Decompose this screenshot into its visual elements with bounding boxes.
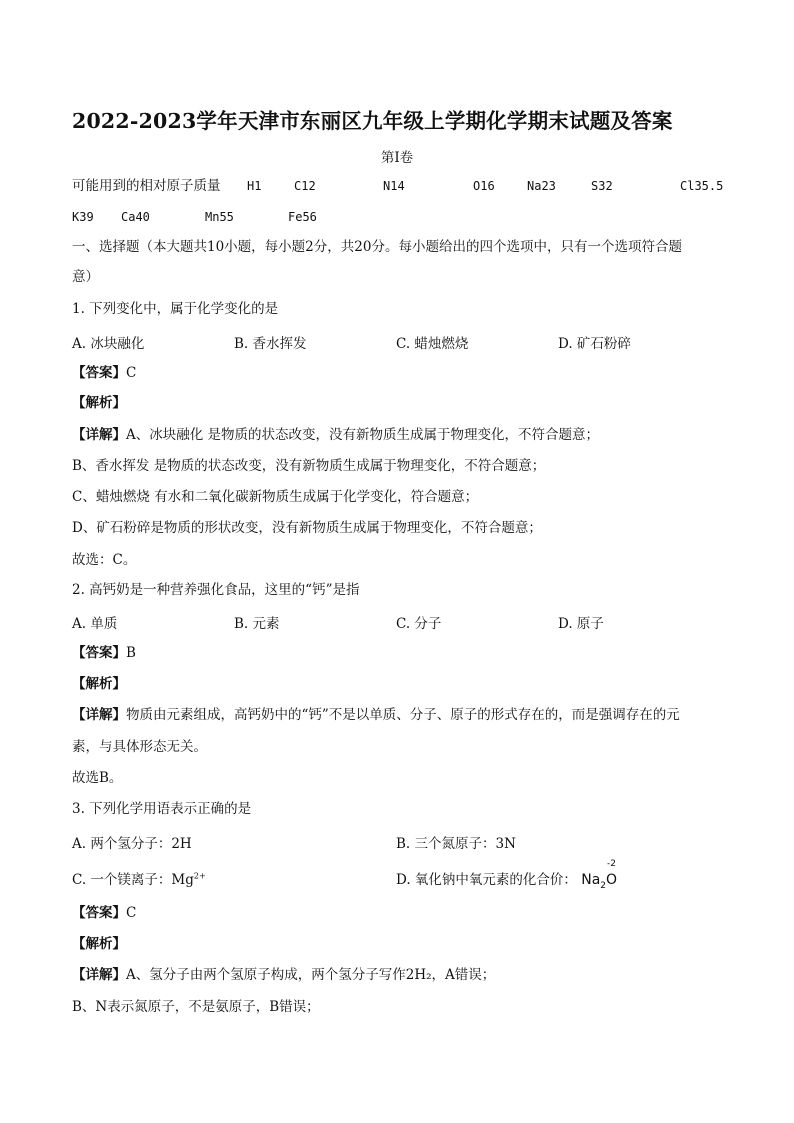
question-2-option-a: A. 单质 bbox=[72, 616, 118, 632]
atomic-mass-label: 可能用到的相对原子质量 bbox=[72, 178, 221, 194]
question-3-option-c bbox=[72, 868, 206, 888]
atomic-mass-na: Na23 bbox=[527, 179, 556, 193]
question-1-stem: 1. 下列变化中，属于化学变化的是 bbox=[72, 301, 279, 317]
question-1-detail-c: C、蜡烛燃烧 有水和二氧化碳新物质生成属于化学变化，符合题意； bbox=[72, 489, 479, 505]
question-2-detail bbox=[72, 706, 680, 724]
atomic-mass-h: H1 bbox=[247, 179, 262, 193]
atomic-mass-mn: Mn55 bbox=[205, 210, 234, 224]
question-1-analysis bbox=[72, 394, 126, 412]
atomic-mass-k: K39 bbox=[72, 210, 94, 224]
question-1-option-d: D. 矿石粉碎 bbox=[558, 336, 631, 352]
question-2-conclusion: 故选B。 bbox=[72, 770, 123, 786]
answer-value: C bbox=[126, 365, 137, 381]
question-3-answer bbox=[72, 904, 136, 922]
question-1-detail-d: D、矿石粉碎是物质的形状改变，没有新物质生成属于物理变化，不符合题意； bbox=[72, 520, 542, 536]
analysis-tag: 【解析】 bbox=[72, 395, 126, 411]
question-1-detail-b: B、香水挥发 是物质的状态改变，没有新物质生成属于物理变化，不符合题意； bbox=[72, 458, 546, 474]
question-3-detail-b: B、N表示氮原子，不是氨原子，B错误； bbox=[72, 999, 320, 1015]
detail-tag: 【详解】 bbox=[72, 427, 126, 443]
answer-value: B bbox=[126, 645, 136, 661]
sodium-oxide-formula: $Na_2$ -2 O bbox=[581, 859, 618, 891]
question-3-detail-a bbox=[72, 966, 495, 984]
atomic-mass-c: C12 bbox=[294, 179, 316, 193]
question-3-option-b: B. 三个氮原子：3N bbox=[396, 836, 516, 852]
question-2-stem: 2. 高钙奶是一种营养强化食品，这里的“钙”是指 bbox=[72, 582, 360, 598]
volume-label: 第Ⅰ卷 bbox=[380, 150, 414, 166]
question-2-answer bbox=[72, 644, 136, 662]
question-1-detail-a bbox=[72, 426, 599, 444]
detail-text: A、冰块融化 是物质的状态改变，没有新物质生成属于物理变化，不符合题意； bbox=[126, 427, 600, 443]
atomic-mass-ca: Ca40 bbox=[121, 210, 150, 224]
question-1-answer bbox=[72, 364, 136, 382]
question-2-analysis bbox=[72, 675, 126, 693]
atomic-mass-o: O16 bbox=[473, 179, 495, 193]
atomic-mass-fe: Fe56 bbox=[288, 210, 317, 224]
detail-tag: 【详解】 bbox=[72, 707, 126, 723]
question-3-option-d bbox=[396, 859, 618, 891]
option-c-charge: 2+ bbox=[193, 871, 206, 881]
question-1-option-b: B. 香水挥发 bbox=[234, 336, 307, 352]
atomic-mass-cl: Cl35.5 bbox=[680, 179, 724, 193]
answer-tag: 【答案】 bbox=[72, 365, 126, 381]
detail-text: A、氢分子由两个氢原子构成，两个氢分子写作2H₂，A错误； bbox=[126, 967, 496, 983]
question-3-analysis bbox=[72, 935, 126, 953]
analysis-tag: 【解析】 bbox=[72, 936, 126, 952]
option-c-text: C. 一个镁离子：Mg bbox=[72, 872, 194, 888]
answer-tag: 【答案】 bbox=[72, 905, 126, 921]
question-3-stem: 3. 下列化学用语表示正确的是 bbox=[72, 801, 252, 817]
answer-tag: 【答案】 bbox=[72, 645, 126, 661]
question-2-detail-cont: 素，与具体形态无关。 bbox=[72, 739, 207, 755]
option-d-text: D. 氧化钠中氧元素的化合价： bbox=[396, 872, 577, 888]
section-heading: 一、选择题（本大题共10小题，每小题2分，共20分。每小题给出的四个选项中，只有一个选项符合题 bbox=[72, 239, 682, 255]
atomic-mass-s: S32 bbox=[591, 179, 613, 193]
valence-mark: -2 bbox=[607, 859, 617, 869]
atomic-mass-n: N14 bbox=[383, 179, 405, 193]
question-1-option-c: C. 蜡烛燃烧 bbox=[396, 336, 469, 352]
section-heading-cont: 意） bbox=[72, 269, 99, 285]
detail-tag: 【详解】 bbox=[72, 967, 126, 983]
question-3-option-a: A. 两个氢分子：2H bbox=[72, 836, 192, 852]
document-title: 2022-2023学年天津市东丽区九年级上学期化学期末试题及答案 bbox=[72, 109, 673, 133]
question-1-option-a: A. 冰块融化 bbox=[72, 336, 145, 352]
question-2-option-b: B. 元素 bbox=[234, 616, 280, 632]
question-2-option-c: C. 分子 bbox=[396, 616, 442, 632]
analysis-tag: 【解析】 bbox=[72, 676, 126, 692]
answer-value: C bbox=[126, 905, 137, 921]
question-2-option-d: D. 原子 bbox=[558, 616, 604, 632]
question-1-conclusion: 故选：C。 bbox=[72, 552, 137, 568]
detail-text: 物质由元素组成，高钙奶中的“钙”不是以单质、分子、原子的形式存在的，而是强调存在的元 bbox=[126, 707, 680, 723]
